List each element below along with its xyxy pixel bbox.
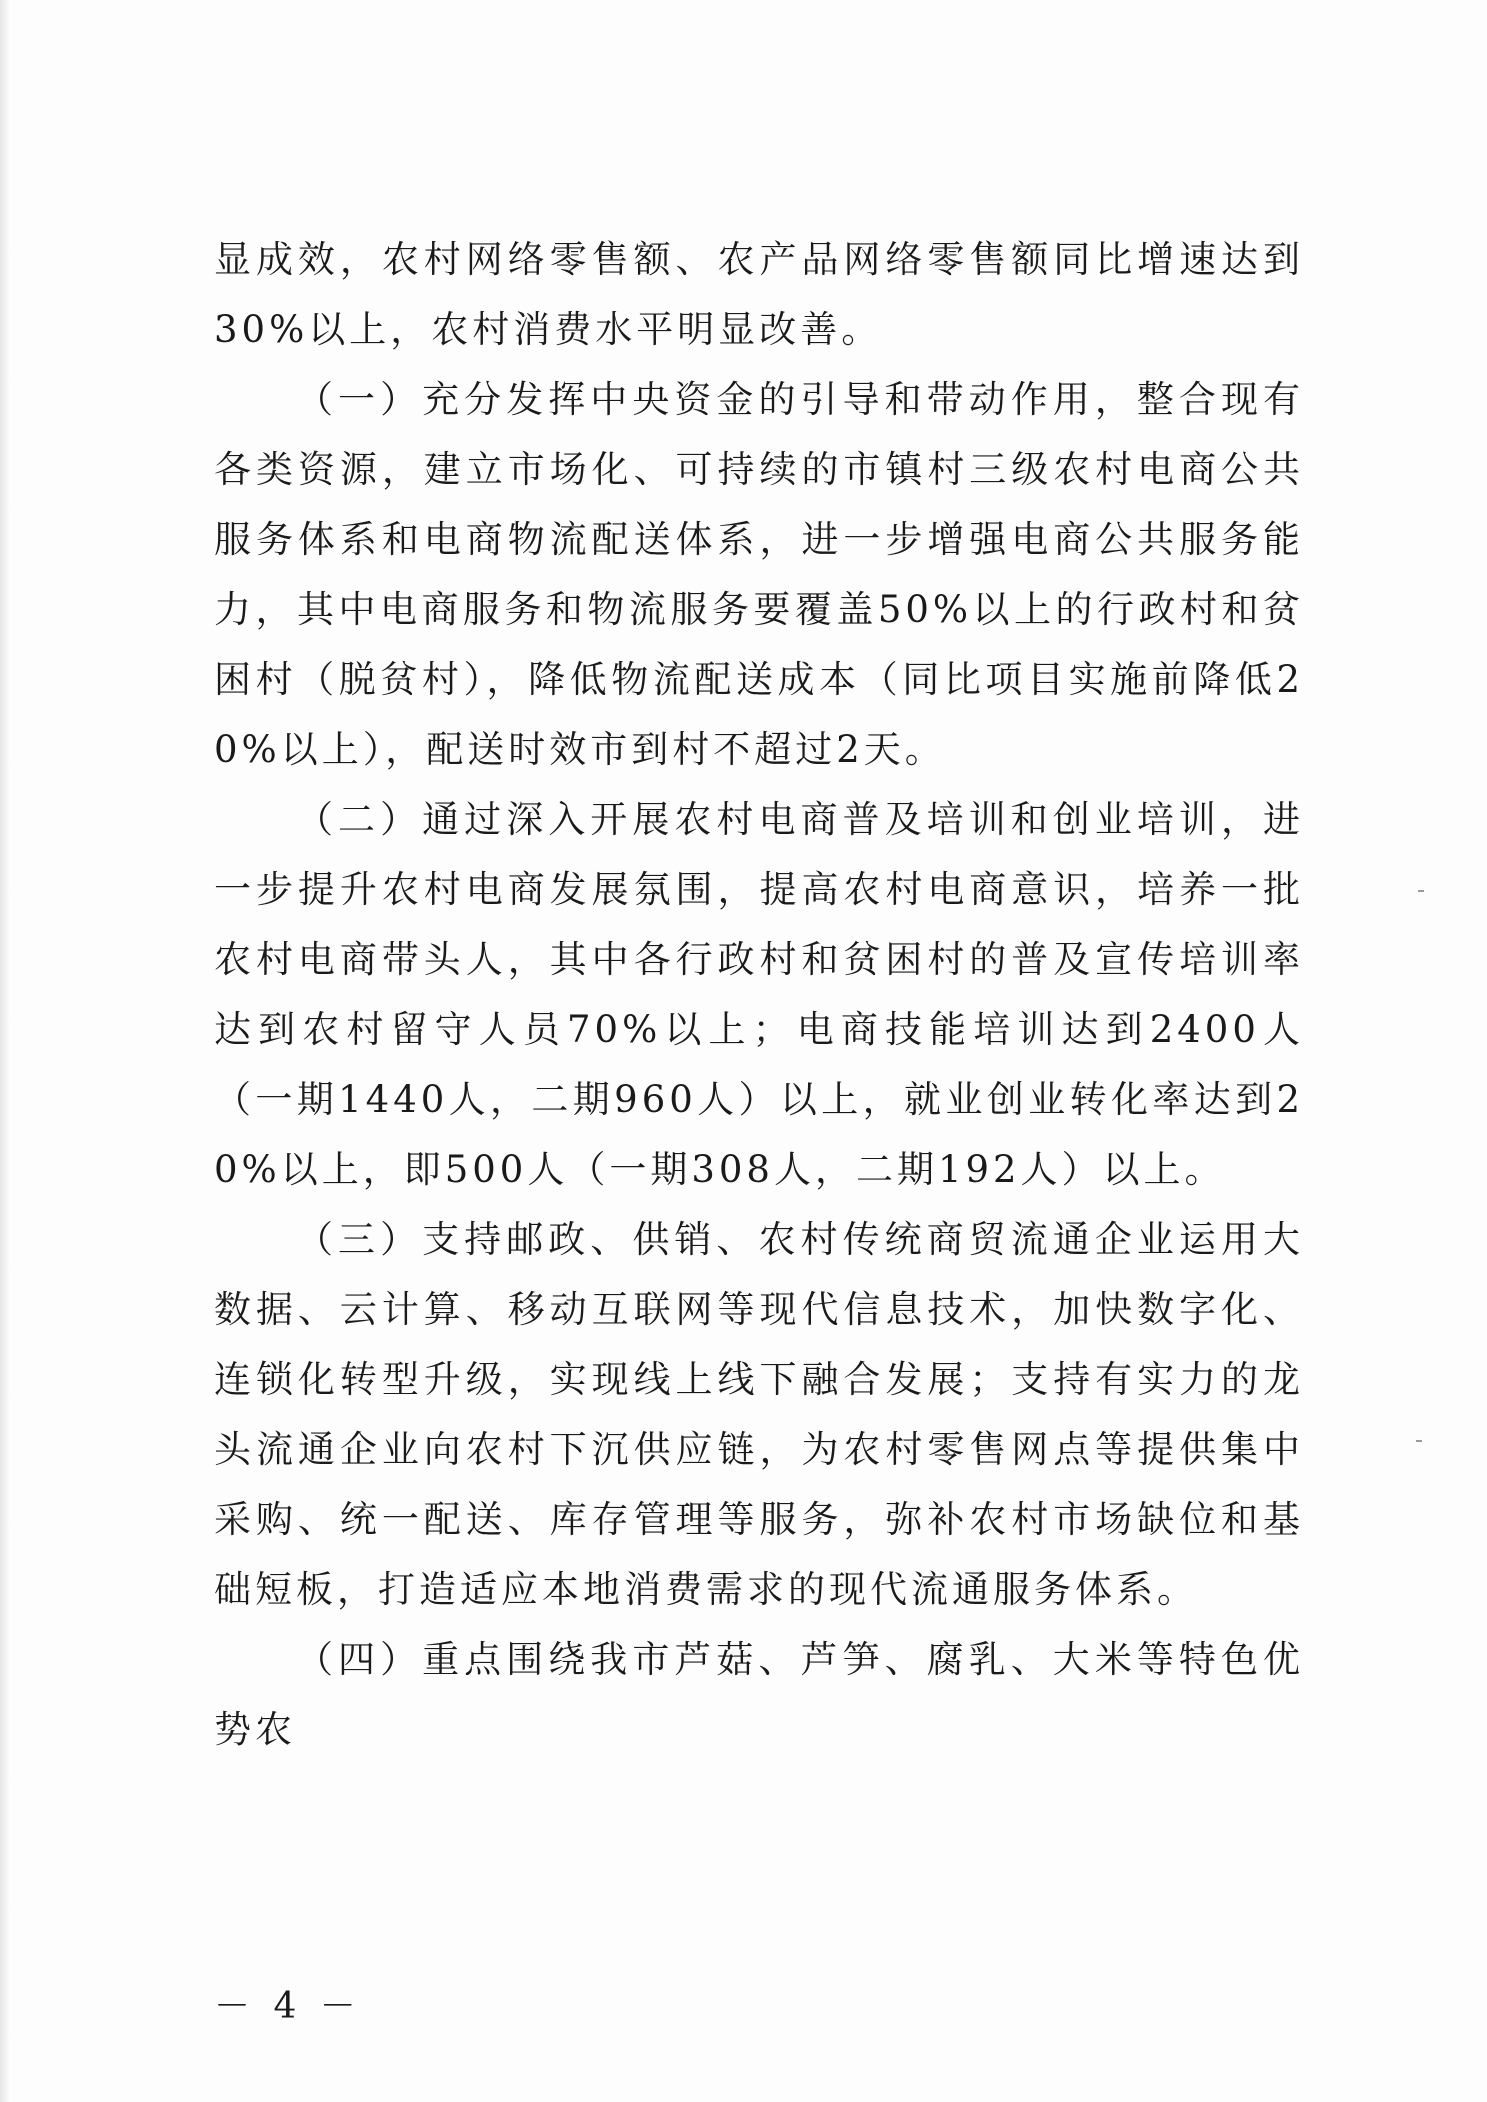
page-number: － 4 － [214, 1986, 362, 2027]
paragraph-continuation: 显成效，农村网络零售额、农产品网络零售额同比增速达到30%以上，农村消费水平明显改善。 [214, 238, 1304, 351]
paragraph-item-1: （一）充分发挥中央资金的引导和带动作用，整合现有各类资源，建立市场化、可持续的市镇村三级农村电商公共服务体系和电商物流配送体系，进一步增强电商公共服务能力，其中电商服务和物流服务要覆盖50%以上的行政村和贫困村（脱贫村），降低物流配送成本（同比项目实施前降低20%以上），配送时效市到村不超过2天。 [214, 378, 1304, 771]
scan-speck [1416, 1440, 1422, 1442]
paragraph-item-3: （三）支持邮政、供销、农村传统商贸流通企业运用大数据、云计算、移动互联网等现代信息技术，加快数字化、连锁化转型升级，实现线上线下融合发展；支持有实力的龙头流通企业向农村下沉供应链，为农村零售网点等提供集中采购、统一配送、库存管理等服务，弥补农村市场缺位和基础短板，打造适应本地消费需求的现代流通服务体系。 [214, 1218, 1304, 1611]
scan-edge-shadow [0, 0, 10, 2102]
scan-speck [1418, 890, 1424, 892]
body-text [214, 225, 1304, 1765]
paragraph-item-2: （二）通过深入开展农村电商普及培训和创业培训，进一步提升农村电商发展氛围，提高农村电商意识，培养一批农村电商带头人，其中各行政村和贫困村的普及宣传培训率达到农村留守人员70%以上；电商技能培训达到2400人（一期1440人，二期960人）以上，就业创业转化率达到20%以上，即500人（一期308人，二期192人）以上。 [214, 798, 1304, 1191]
paragraph-item-4: （四）重点围绕我市芦菇、芦笋、腐乳、大米等特色优势农 [214, 1638, 1304, 1751]
